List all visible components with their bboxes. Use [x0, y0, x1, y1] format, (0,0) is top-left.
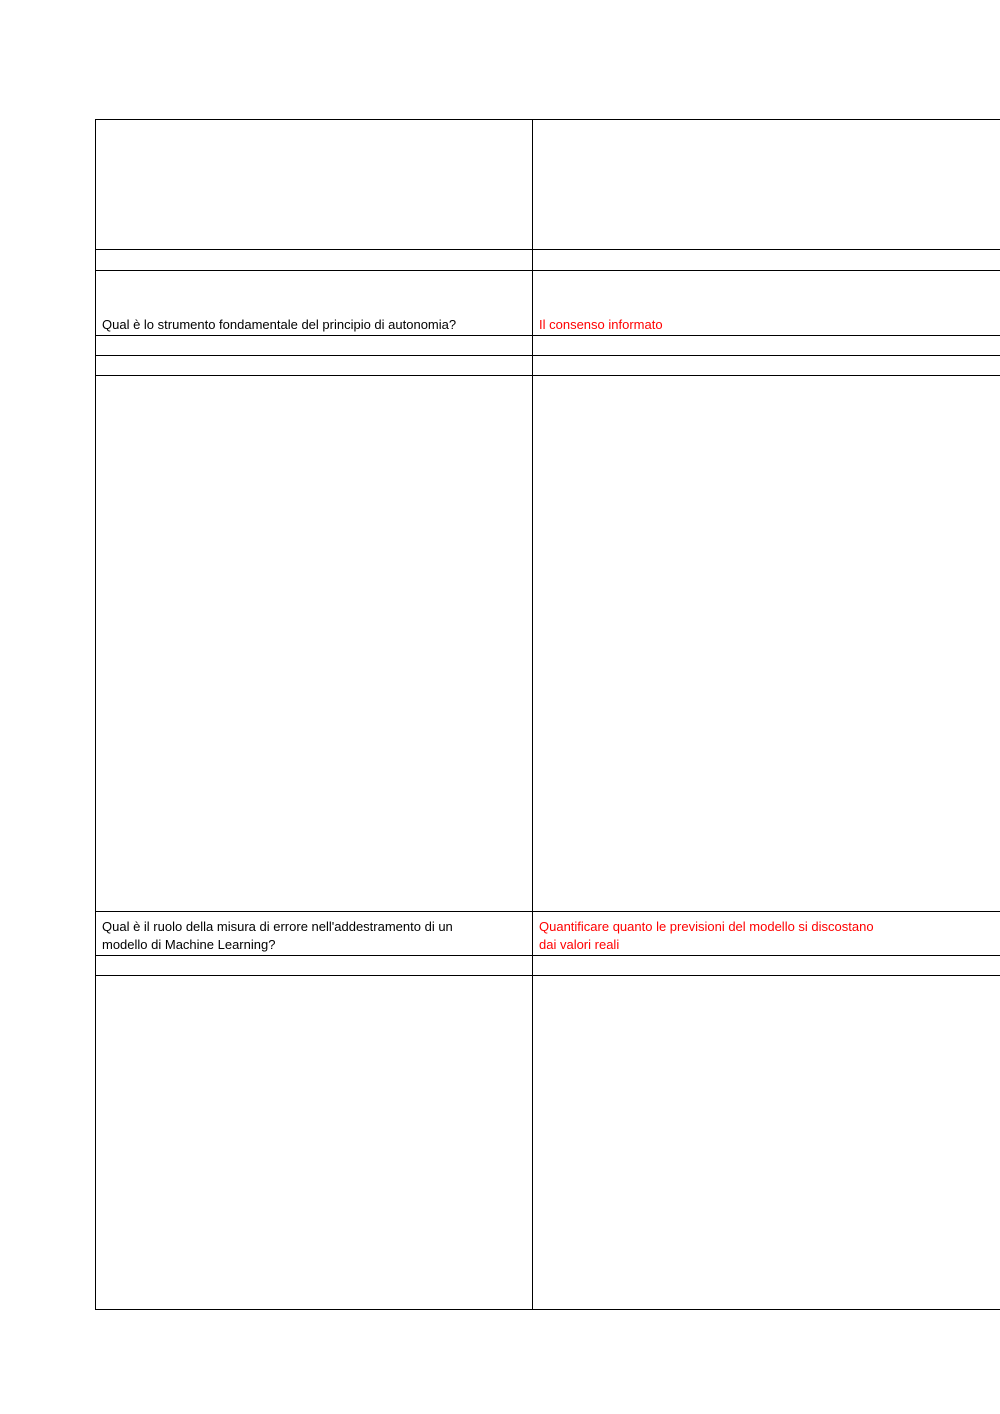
- question-cell: [96, 956, 533, 976]
- question-cell: [96, 356, 533, 376]
- table-row: [96, 336, 1000, 356]
- table-row: [96, 376, 1000, 912]
- qa-table: [95, 119, 1000, 1310]
- question-cell: [96, 976, 533, 1310]
- answer-cell: [533, 336, 1000, 356]
- table-row: [96, 356, 1000, 376]
- table-row: [96, 912, 1000, 956]
- answer-cell: [533, 956, 1000, 976]
- answer-cell: [533, 250, 1000, 271]
- question-cell: Qual è lo strumento fondamentale del principio di autonomia?: [96, 271, 533, 336]
- question-cell: [96, 120, 533, 250]
- question-cell: [96, 376, 533, 912]
- answer-cell: [533, 120, 1000, 250]
- question-cell: Qual è il ruolo della misura di errore nell'addestramento di un modello di Machine Learning?: [96, 912, 533, 956]
- table-row: [96, 976, 1000, 1310]
- answer-cell: [533, 376, 1000, 912]
- answer-cell: Quantificare quanto le previsioni del modello si discostano dai valori reali: [533, 912, 1000, 956]
- table-row: [96, 956, 1000, 976]
- question-cell: [96, 336, 533, 356]
- answer-cell: [533, 356, 1000, 376]
- table-row: [96, 250, 1000, 271]
- answer-cell: Il consenso informato: [533, 271, 1000, 336]
- table-row: [96, 271, 1000, 336]
- question-cell: [96, 250, 533, 271]
- answer-cell: [533, 976, 1000, 1310]
- table-row: [96, 120, 1000, 250]
